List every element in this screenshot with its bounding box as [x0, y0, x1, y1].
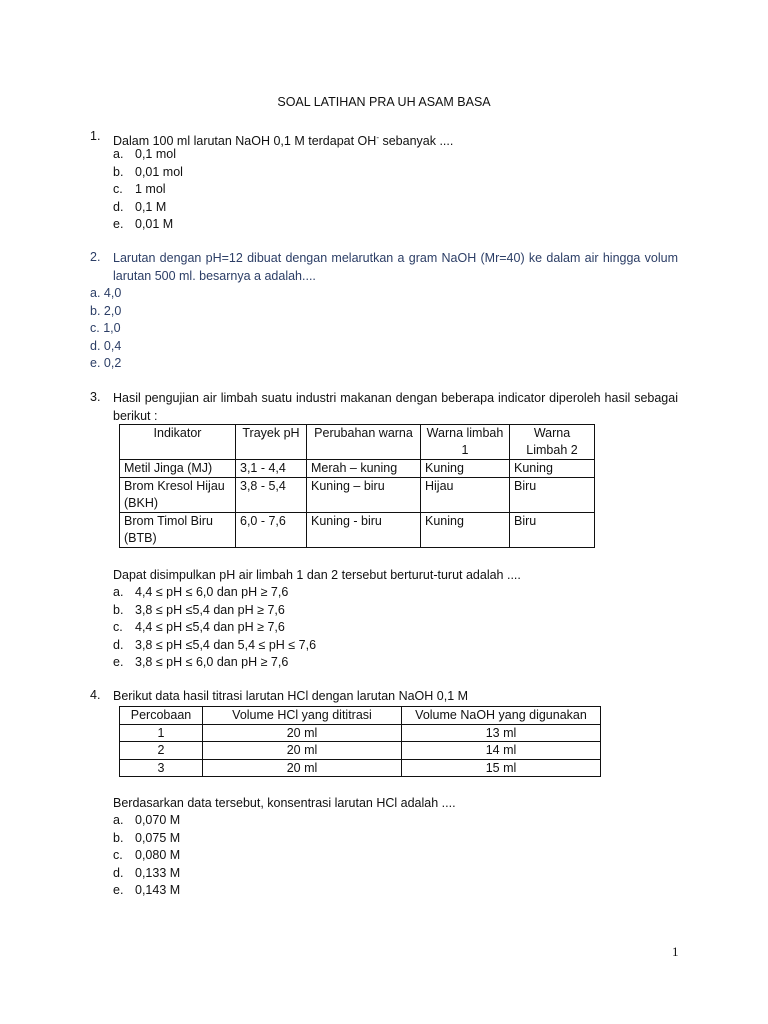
table-header: Volume HCl yang dititrasi [203, 707, 402, 725]
option-item: c. 0,080 M [113, 848, 181, 863]
table-cell: Kuning [421, 513, 510, 548]
option-item: e. 0,01 M [113, 217, 174, 232]
option-item: d. 0,133 M [113, 865, 181, 880]
titration-table [119, 706, 601, 777]
table-cell: 20 ml [203, 742, 402, 760]
table-cell: Biru [510, 513, 595, 548]
question-1-text [113, 129, 678, 151]
option-item: d. 0,1 M [113, 199, 167, 214]
table-header-row [120, 707, 601, 725]
table-cell: 3 [120, 759, 203, 777]
table-header: Trayek pH [236, 425, 307, 460]
table-cell: 1 [120, 724, 203, 742]
table-cell: 13 ml [402, 724, 601, 742]
table-cell: 20 ml [203, 724, 402, 742]
option-item: b. 0,01 mol [113, 164, 183, 179]
table-cell: Biru [510, 478, 595, 513]
table-header: Volume NaOH yang digunakan [402, 707, 601, 725]
question-3-text: Hasil pengujian air limbah suatu industri makanan dengan beberapa indicator diperoleh hasil sebagai berikut : [113, 391, 678, 423]
question-2-number: 2. [90, 250, 101, 264]
question-3-number: 3. [90, 390, 101, 404]
option-item: d. 3,8 ≤ pH ≤5,4 dan 5,4 ≤ pH ≤ 7,6 [113, 637, 317, 652]
table-cell: Metil Jinga (MJ) [120, 460, 236, 478]
page-number: 1 [672, 944, 679, 959]
table-cell: 15 ml [402, 759, 601, 777]
option-item: a. 4,4 ≤ pH ≤ 6,0 dan pH ≥ 7,6 [113, 585, 289, 599]
table-cell: Kuning – biru [307, 478, 421, 513]
option-item: c. 1 mol [113, 182, 166, 197]
table-row [120, 478, 595, 513]
table-row [120, 513, 595, 548]
question-3-prompt: Dapat disimpulkan pH air limbah 1 dan 2 tersebut berturut-turut adalah .... [113, 568, 521, 582]
option-item: b. 2,0 [90, 303, 122, 318]
table-cell: Kuning [510, 460, 595, 478]
question-2-text: Larutan dengan pH=12 dibuat dengan melarutkan a gram NaOH (Mr=40) ke dalam air hingga volum larutan 500 ml. besarnya a adalah.... [113, 251, 678, 283]
question-4-text: Berikut data hasil titrasi larutan HCl dengan larutan NaOH 0,1 M [113, 689, 469, 703]
question-4-prompt: Berdasarkan data tersebut, konsentrasi larutan HCl adalah .... [113, 796, 456, 810]
option-item: e. 0,143 M [113, 883, 181, 898]
question-4-options [113, 812, 180, 900]
table-header: Perubahan warna [307, 425, 421, 460]
question-3-options [113, 584, 316, 672]
table-cell: Merah – kuning [307, 460, 421, 478]
table-header: Indikator [120, 425, 236, 460]
option-item: c. 1,0 [90, 321, 121, 336]
table-cell: 3,8 - 5,4 [236, 478, 307, 513]
table-cell: Brom Timol Biru (BTB) [120, 513, 236, 548]
table-cell: 3,1 - 4,4 [236, 460, 307, 478]
table-header: Warna limbah 1 [421, 425, 510, 460]
option-item: e. 3,8 ≤ pH ≤ 6,0 dan pH ≥ 7,6 [113, 655, 289, 670]
option-item: e. 0,2 [90, 356, 122, 371]
question-1-text-end: sebanyak .... [378, 134, 454, 149]
option-item: a. 4,0 [90, 286, 122, 300]
table-cell: Brom Kresol Hijau (BKH) [120, 478, 236, 513]
question-1-number: 1. [90, 129, 101, 143]
table-cell: Hijau [421, 478, 510, 513]
question-4-number: 4. [90, 688, 101, 702]
option-item: a. 0,1 mol [113, 147, 176, 161]
question-2-options [90, 285, 121, 373]
table-row [120, 759, 601, 777]
table-row [120, 460, 595, 478]
option-item: c. 4,4 ≤ pH ≤5,4 dan pH ≥ 7,6 [113, 620, 285, 635]
option-item: a. 0,070 M [113, 813, 181, 827]
table-cell: 2 [120, 742, 203, 760]
table-row [120, 742, 601, 760]
indicator-table [119, 424, 595, 548]
table-cell: 6,0 - 7,6 [236, 513, 307, 548]
table-header-row [120, 425, 595, 460]
table-cell: 14 ml [402, 742, 601, 760]
table-cell: Kuning - biru [307, 513, 421, 548]
question-1-text-main: Dalam 100 ml larutan NaOH 0,1 M terdapat OH [113, 134, 377, 149]
option-item: d. 0,4 [90, 338, 122, 353]
table-header: Warna Limbah 2 [510, 425, 595, 460]
table-cell: 20 ml [203, 759, 402, 777]
page-title: SOAL LATIHAN PRA UH ASAM BASA [277, 95, 491, 109]
question-1-superscript: - [376, 133, 379, 142]
option-item: b. 3,8 ≤ pH ≤5,4 dan pH ≥ 7,6 [113, 602, 285, 617]
question-1-options [113, 146, 183, 234]
option-item: b. 0,075 M [113, 830, 181, 845]
table-row [120, 724, 601, 742]
table-cell: Kuning [421, 460, 510, 478]
table-header: Percobaan [120, 707, 203, 725]
